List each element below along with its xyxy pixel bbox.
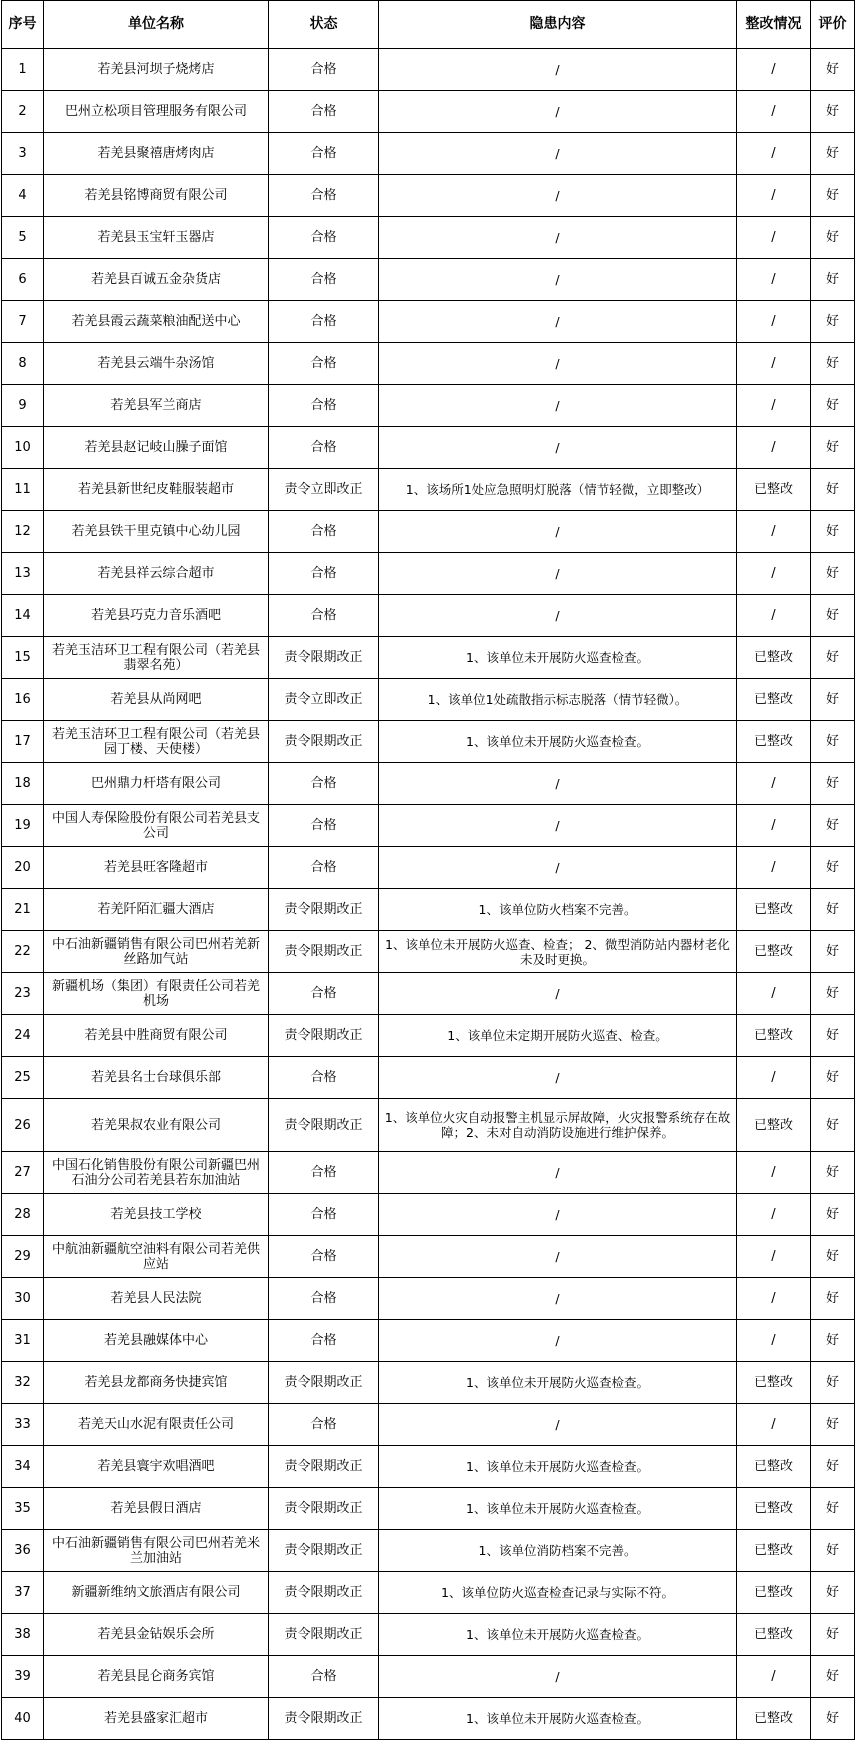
cell-eval: 好 [811, 1488, 855, 1530]
cell-issue: / [379, 427, 737, 469]
table-row [2, 805, 855, 847]
cell-status: 合格 [269, 805, 379, 847]
cell-no: 39 [2, 1656, 44, 1698]
cell-status: 合格 [269, 91, 379, 133]
cell-eval: 好 [811, 1698, 855, 1740]
cell-fix: 已整改 [737, 1362, 811, 1404]
cell-eval: 好 [811, 595, 855, 637]
cell-no: 33 [2, 1404, 44, 1446]
table-row [2, 1057, 855, 1099]
cell-name: 若羌县河坝子烧烤店 [44, 49, 269, 91]
cell-no: 7 [2, 301, 44, 343]
cell-status: 责令立即改正 [269, 679, 379, 721]
cell-no: 12 [2, 511, 44, 553]
cell-name: 若羌县盛家汇超市 [44, 1698, 269, 1740]
cell-issue: 1、该单位未开展防火巡查检查。 [379, 1614, 737, 1656]
cell-eval: 好 [811, 847, 855, 889]
cell-name: 若羌县寰宇欢唱酒吧 [44, 1446, 269, 1488]
cell-name: 若羌玉洁环卫工程有限公司（若羌县园丁楼、天使楼） [44, 721, 269, 763]
cell-issue: 1、该单位未开展防火巡查检查。 [379, 1446, 737, 1488]
cell-name: 若羌县假日酒店 [44, 1488, 269, 1530]
cell-status: 合格 [269, 427, 379, 469]
cell-fix: 已整改 [737, 1530, 811, 1572]
cell-fix: / [737, 1656, 811, 1698]
cell-no: 2 [2, 91, 44, 133]
cell-eval: 好 [811, 1614, 855, 1656]
cell-fix: / [737, 385, 811, 427]
cell-name: 若羌县百诚五金杂货店 [44, 259, 269, 301]
cell-eval: 好 [811, 1656, 855, 1698]
table-header-row [2, 1, 855, 49]
cell-issue: / [379, 805, 737, 847]
table-row [2, 679, 855, 721]
cell-no: 11 [2, 469, 44, 511]
table-row [2, 931, 855, 973]
cell-eval: 好 [811, 637, 855, 679]
cell-name: 若羌县巧克力音乐酒吧 [44, 595, 269, 637]
cell-eval: 好 [811, 931, 855, 973]
cell-eval: 好 [811, 343, 855, 385]
cell-fix: 已整改 [737, 1614, 811, 1656]
table-row [2, 1530, 855, 1572]
cell-fix: / [737, 259, 811, 301]
cell-no: 16 [2, 679, 44, 721]
cell-fix: 已整改 [737, 469, 811, 511]
cell-no: 15 [2, 637, 44, 679]
table-row [2, 343, 855, 385]
cell-no: 3 [2, 133, 44, 175]
cell-eval: 好 [811, 1362, 855, 1404]
cell-status: 合格 [269, 847, 379, 889]
cell-no: 8 [2, 343, 44, 385]
cell-name: 若羌阡陌汇疆大酒店 [44, 889, 269, 931]
cell-fix: / [737, 1057, 811, 1099]
cell-issue: / [379, 973, 737, 1015]
cell-fix: / [737, 1278, 811, 1320]
cell-no: 6 [2, 259, 44, 301]
cell-status: 责令限期改正 [269, 889, 379, 931]
cell-status: 责令限期改正 [269, 637, 379, 679]
table-row [2, 1404, 855, 1446]
cell-no: 34 [2, 1446, 44, 1488]
cell-issue: / [379, 175, 737, 217]
cell-eval: 好 [811, 763, 855, 805]
cell-no: 21 [2, 889, 44, 931]
cell-name: 若羌县昆仑商务宾馆 [44, 1656, 269, 1698]
cell-fix: / [737, 301, 811, 343]
cell-status: 合格 [269, 217, 379, 259]
cell-name: 巴州立松项目管理服务有限公司 [44, 91, 269, 133]
cell-status: 合格 [269, 1236, 379, 1278]
cell-status: 合格 [269, 595, 379, 637]
cell-issue: 1、该单位未定期开展防火巡查、检查。 [379, 1015, 737, 1057]
table-row [2, 1320, 855, 1362]
cell-status: 合格 [269, 553, 379, 595]
table-row [2, 637, 855, 679]
cell-eval: 好 [811, 1530, 855, 1572]
cell-name: 若羌县金钻娱乐会所 [44, 1614, 269, 1656]
cell-name: 若羌县龙都商务快捷宾馆 [44, 1362, 269, 1404]
cell-no: 26 [2, 1099, 44, 1152]
cell-issue: / [379, 553, 737, 595]
cell-name: 若羌县祥云综合超市 [44, 553, 269, 595]
cell-fix: / [737, 805, 811, 847]
cell-no: 17 [2, 721, 44, 763]
cell-issue: 1、该单位防火巡查检查记录与实际不符。 [379, 1572, 737, 1614]
cell-status: 责令限期改正 [269, 1362, 379, 1404]
cell-eval: 好 [811, 175, 855, 217]
cell-issue: 1、该单位未开展防火巡查检查。 [379, 1488, 737, 1530]
cell-status: 合格 [269, 385, 379, 427]
cell-no: 4 [2, 175, 44, 217]
cell-issue: 1、该单位1处疏散指示标志脱落（情节轻微）。 [379, 679, 737, 721]
cell-fix: 已整改 [737, 637, 811, 679]
cell-fix: / [737, 595, 811, 637]
cell-status: 责令限期改正 [269, 1488, 379, 1530]
cell-issue: / [379, 259, 737, 301]
cell-no: 31 [2, 1320, 44, 1362]
table-row [2, 175, 855, 217]
table-row [2, 889, 855, 931]
cell-eval: 好 [811, 1099, 855, 1152]
cell-eval: 好 [811, 1278, 855, 1320]
cell-name: 若羌县新世纪皮鞋服装超市 [44, 469, 269, 511]
cell-status: 合格 [269, 259, 379, 301]
cell-eval: 好 [811, 511, 855, 553]
header-status: 状态 [269, 1, 379, 49]
cell-eval: 好 [811, 805, 855, 847]
cell-eval: 好 [811, 1015, 855, 1057]
cell-issue: 1、该单位未开展防火巡查检查。 [379, 1362, 737, 1404]
table-row [2, 1488, 855, 1530]
table-row [2, 1194, 855, 1236]
cell-issue: 1、该单位未开展防火巡查、检查； 2、微型消防站内器材老化未及时更换。 [379, 931, 737, 973]
cell-name: 新疆新维纳文旅酒店有限公司 [44, 1572, 269, 1614]
cell-eval: 好 [811, 1320, 855, 1362]
cell-status: 责令限期改正 [269, 1698, 379, 1740]
cell-status: 合格 [269, 301, 379, 343]
table-row [2, 259, 855, 301]
cell-no: 19 [2, 805, 44, 847]
table-row [2, 1362, 855, 1404]
cell-issue: / [379, 847, 737, 889]
table-row [2, 847, 855, 889]
cell-status: 合格 [269, 1057, 379, 1099]
table-row [2, 1656, 855, 1698]
cell-eval: 好 [811, 49, 855, 91]
header-eval: 评价 [811, 1, 855, 49]
cell-issue: / [379, 217, 737, 259]
cell-issue: 1、该单位未开展防火巡查检查。 [379, 721, 737, 763]
cell-issue: / [379, 49, 737, 91]
cell-fix: 已整改 [737, 1488, 811, 1530]
cell-no: 14 [2, 595, 44, 637]
cell-status: 合格 [269, 1320, 379, 1362]
cell-fix: / [737, 343, 811, 385]
cell-no: 18 [2, 763, 44, 805]
cell-name: 中国人寿保险股份有限公司若羌县支公司 [44, 805, 269, 847]
cell-no: 32 [2, 1362, 44, 1404]
cell-status: 责令限期改正 [269, 721, 379, 763]
cell-status: 责令限期改正 [269, 1446, 379, 1488]
cell-status: 责令限期改正 [269, 1530, 379, 1572]
header-no: 序号 [2, 1, 44, 49]
cell-eval: 好 [811, 217, 855, 259]
cell-eval: 好 [811, 1152, 855, 1194]
cell-name: 若羌县中胜商贸有限公司 [44, 1015, 269, 1057]
table-row [2, 553, 855, 595]
cell-issue: / [379, 1057, 737, 1099]
cell-status: 合格 [269, 343, 379, 385]
cell-no: 24 [2, 1015, 44, 1057]
cell-issue: / [379, 763, 737, 805]
cell-no: 1 [2, 49, 44, 91]
table-row [2, 1698, 855, 1740]
cell-status: 合格 [269, 1152, 379, 1194]
cell-fix: 已整改 [737, 1572, 811, 1614]
cell-fix: / [737, 175, 811, 217]
table-row [2, 511, 855, 553]
cell-fix: / [737, 1152, 811, 1194]
cell-fix: / [737, 553, 811, 595]
cell-eval: 好 [811, 133, 855, 175]
cell-fix: / [737, 1320, 811, 1362]
cell-issue: 1、该场所1处应急照明灯脱落（情节轻微，立即整改） [379, 469, 737, 511]
cell-no: 23 [2, 973, 44, 1015]
cell-issue: / [379, 1236, 737, 1278]
cell-no: 30 [2, 1278, 44, 1320]
cell-status: 合格 [269, 1194, 379, 1236]
cell-issue: 1、该单位防火档案不完善。 [379, 889, 737, 931]
cell-issue: / [379, 301, 737, 343]
cell-eval: 好 [811, 91, 855, 133]
cell-status: 合格 [269, 1656, 379, 1698]
cell-issue: / [379, 595, 737, 637]
cell-no: 9 [2, 385, 44, 427]
cell-status: 合格 [269, 49, 379, 91]
cell-no: 25 [2, 1057, 44, 1099]
header-name: 单位名称 [44, 1, 269, 49]
cell-name: 若羌县云端牛杂汤馆 [44, 343, 269, 385]
cell-status: 责令立即改正 [269, 469, 379, 511]
cell-issue: / [379, 1278, 737, 1320]
cell-fix: 已整改 [737, 1698, 811, 1740]
table-row [2, 1278, 855, 1320]
cell-name: 若羌果叔农业有限公司 [44, 1099, 269, 1152]
cell-fix: / [737, 1404, 811, 1446]
table-row [2, 385, 855, 427]
cell-fix: 已整改 [737, 1099, 811, 1152]
cell-issue: / [379, 91, 737, 133]
cell-status: 责令限期改正 [269, 1099, 379, 1152]
header-fix: 整改情况 [737, 1, 811, 49]
cell-eval: 好 [811, 1194, 855, 1236]
cell-name: 若羌县从尚网吧 [44, 679, 269, 721]
table-row [2, 1446, 855, 1488]
cell-name: 若羌县技工学校 [44, 1194, 269, 1236]
cell-issue: / [379, 511, 737, 553]
table-row [2, 1572, 855, 1614]
cell-fix: / [737, 763, 811, 805]
cell-name: 新疆机场（集团）有限责任公司若羌机场 [44, 973, 269, 1015]
cell-eval: 好 [811, 553, 855, 595]
cell-eval: 好 [811, 469, 855, 511]
inspection-table [1, 0, 855, 1740]
table-row [2, 763, 855, 805]
cell-name: 若羌天山水泥有限责任公司 [44, 1404, 269, 1446]
cell-name: 中航油新疆航空油料有限公司若羌供应站 [44, 1236, 269, 1278]
cell-issue: / [379, 1194, 737, 1236]
cell-name: 若羌玉洁环卫工程有限公司（若羌县翡翠名苑） [44, 637, 269, 679]
cell-name: 若羌县玉宝轩玉器店 [44, 217, 269, 259]
cell-name: 若羌县名士台球俱乐部 [44, 1057, 269, 1099]
cell-issue: / [379, 343, 737, 385]
cell-eval: 好 [811, 259, 855, 301]
cell-name: 若羌县旺客隆超市 [44, 847, 269, 889]
cell-eval: 好 [811, 1446, 855, 1488]
cell-name: 若羌县赵记岐山臊子面馆 [44, 427, 269, 469]
table-body [2, 49, 855, 1740]
cell-name: 若羌县霞云蔬菜粮油配送中心 [44, 301, 269, 343]
cell-eval: 好 [811, 1236, 855, 1278]
cell-eval: 好 [811, 385, 855, 427]
cell-no: 5 [2, 217, 44, 259]
cell-status: 合格 [269, 763, 379, 805]
cell-no: 28 [2, 1194, 44, 1236]
cell-no: 40 [2, 1698, 44, 1740]
cell-no: 20 [2, 847, 44, 889]
cell-eval: 好 [811, 721, 855, 763]
cell-fix: 已整改 [737, 1446, 811, 1488]
cell-eval: 好 [811, 1404, 855, 1446]
cell-fix: / [737, 1194, 811, 1236]
cell-issue: / [379, 1152, 737, 1194]
cell-name: 中国石化销售股份有限公司新疆巴州石油分公司若羌县若东加油站 [44, 1152, 269, 1194]
table-row [2, 721, 855, 763]
cell-fix: 已整改 [737, 1015, 811, 1057]
cell-status: 合格 [269, 511, 379, 553]
cell-fix: / [737, 1236, 811, 1278]
cell-name: 中石油新疆销售有限公司巴州若羌米兰加油站 [44, 1530, 269, 1572]
cell-fix: / [737, 217, 811, 259]
cell-fix: / [737, 511, 811, 553]
cell-no: 29 [2, 1236, 44, 1278]
table-row [2, 217, 855, 259]
cell-eval: 好 [811, 679, 855, 721]
cell-fix: / [737, 847, 811, 889]
cell-eval: 好 [811, 301, 855, 343]
cell-no: 27 [2, 1152, 44, 1194]
cell-fix: 已整改 [737, 889, 811, 931]
cell-status: 责令限期改正 [269, 1614, 379, 1656]
cell-issue: / [379, 1404, 737, 1446]
cell-eval: 好 [811, 427, 855, 469]
cell-fix: 已整改 [737, 679, 811, 721]
cell-eval: 好 [811, 973, 855, 1015]
cell-no: 36 [2, 1530, 44, 1572]
cell-issue: 1、该单位消防档案不完善。 [379, 1530, 737, 1572]
cell-no: 10 [2, 427, 44, 469]
table-row [2, 133, 855, 175]
cell-status: 责令限期改正 [269, 931, 379, 973]
cell-issue: / [379, 1656, 737, 1698]
cell-eval: 好 [811, 1057, 855, 1099]
cell-no: 13 [2, 553, 44, 595]
cell-status: 合格 [269, 1404, 379, 1446]
cell-status: 责令限期改正 [269, 1015, 379, 1057]
table-row [2, 301, 855, 343]
cell-issue: 1、该单位未开展防火巡查检查。 [379, 637, 737, 679]
cell-status: 合格 [269, 133, 379, 175]
cell-name: 若羌县铁干里克镇中心幼儿园 [44, 511, 269, 553]
cell-name: 若羌县聚禧唐烤肉店 [44, 133, 269, 175]
header-issue: 隐患内容 [379, 1, 737, 49]
cell-issue: / [379, 385, 737, 427]
cell-issue: / [379, 133, 737, 175]
cell-fix: / [737, 427, 811, 469]
cell-no: 22 [2, 931, 44, 973]
cell-fix: / [737, 133, 811, 175]
cell-issue: / [379, 1320, 737, 1362]
table-row [2, 595, 855, 637]
cell-fix: / [737, 49, 811, 91]
cell-name: 巴州鼎力杆塔有限公司 [44, 763, 269, 805]
table-row [2, 1152, 855, 1194]
cell-eval: 好 [811, 889, 855, 931]
cell-fix: 已整改 [737, 931, 811, 973]
table-row [2, 1099, 855, 1152]
table-row [2, 91, 855, 133]
cell-status: 合格 [269, 973, 379, 1015]
cell-no: 37 [2, 1572, 44, 1614]
table-row [2, 1614, 855, 1656]
cell-no: 38 [2, 1614, 44, 1656]
cell-eval: 好 [811, 1572, 855, 1614]
cell-name: 若羌县人民法院 [44, 1278, 269, 1320]
cell-issue: 1、该单位未开展防火巡查检查。 [379, 1698, 737, 1740]
cell-status: 合格 [269, 175, 379, 217]
cell-fix: 已整改 [737, 721, 811, 763]
table-row [2, 49, 855, 91]
table-row [2, 427, 855, 469]
cell-status: 责令限期改正 [269, 1572, 379, 1614]
cell-no: 35 [2, 1488, 44, 1530]
table-row [2, 469, 855, 511]
cell-name: 中石油新疆销售有限公司巴州若羌新丝路加气站 [44, 931, 269, 973]
table-row [2, 1236, 855, 1278]
cell-fix: / [737, 91, 811, 133]
cell-name: 若羌县融媒体中心 [44, 1320, 269, 1362]
cell-fix: / [737, 973, 811, 1015]
cell-name: 若羌县军兰商店 [44, 385, 269, 427]
table-row [2, 1015, 855, 1057]
table-row [2, 973, 855, 1015]
cell-name: 若羌县铭博商贸有限公司 [44, 175, 269, 217]
cell-issue: 1、该单位火灾自动报警主机显示屏故障，火灾报警系统存在故障；2、未对自动消防设施进行维护保养。 [379, 1099, 737, 1152]
cell-status: 合格 [269, 1278, 379, 1320]
